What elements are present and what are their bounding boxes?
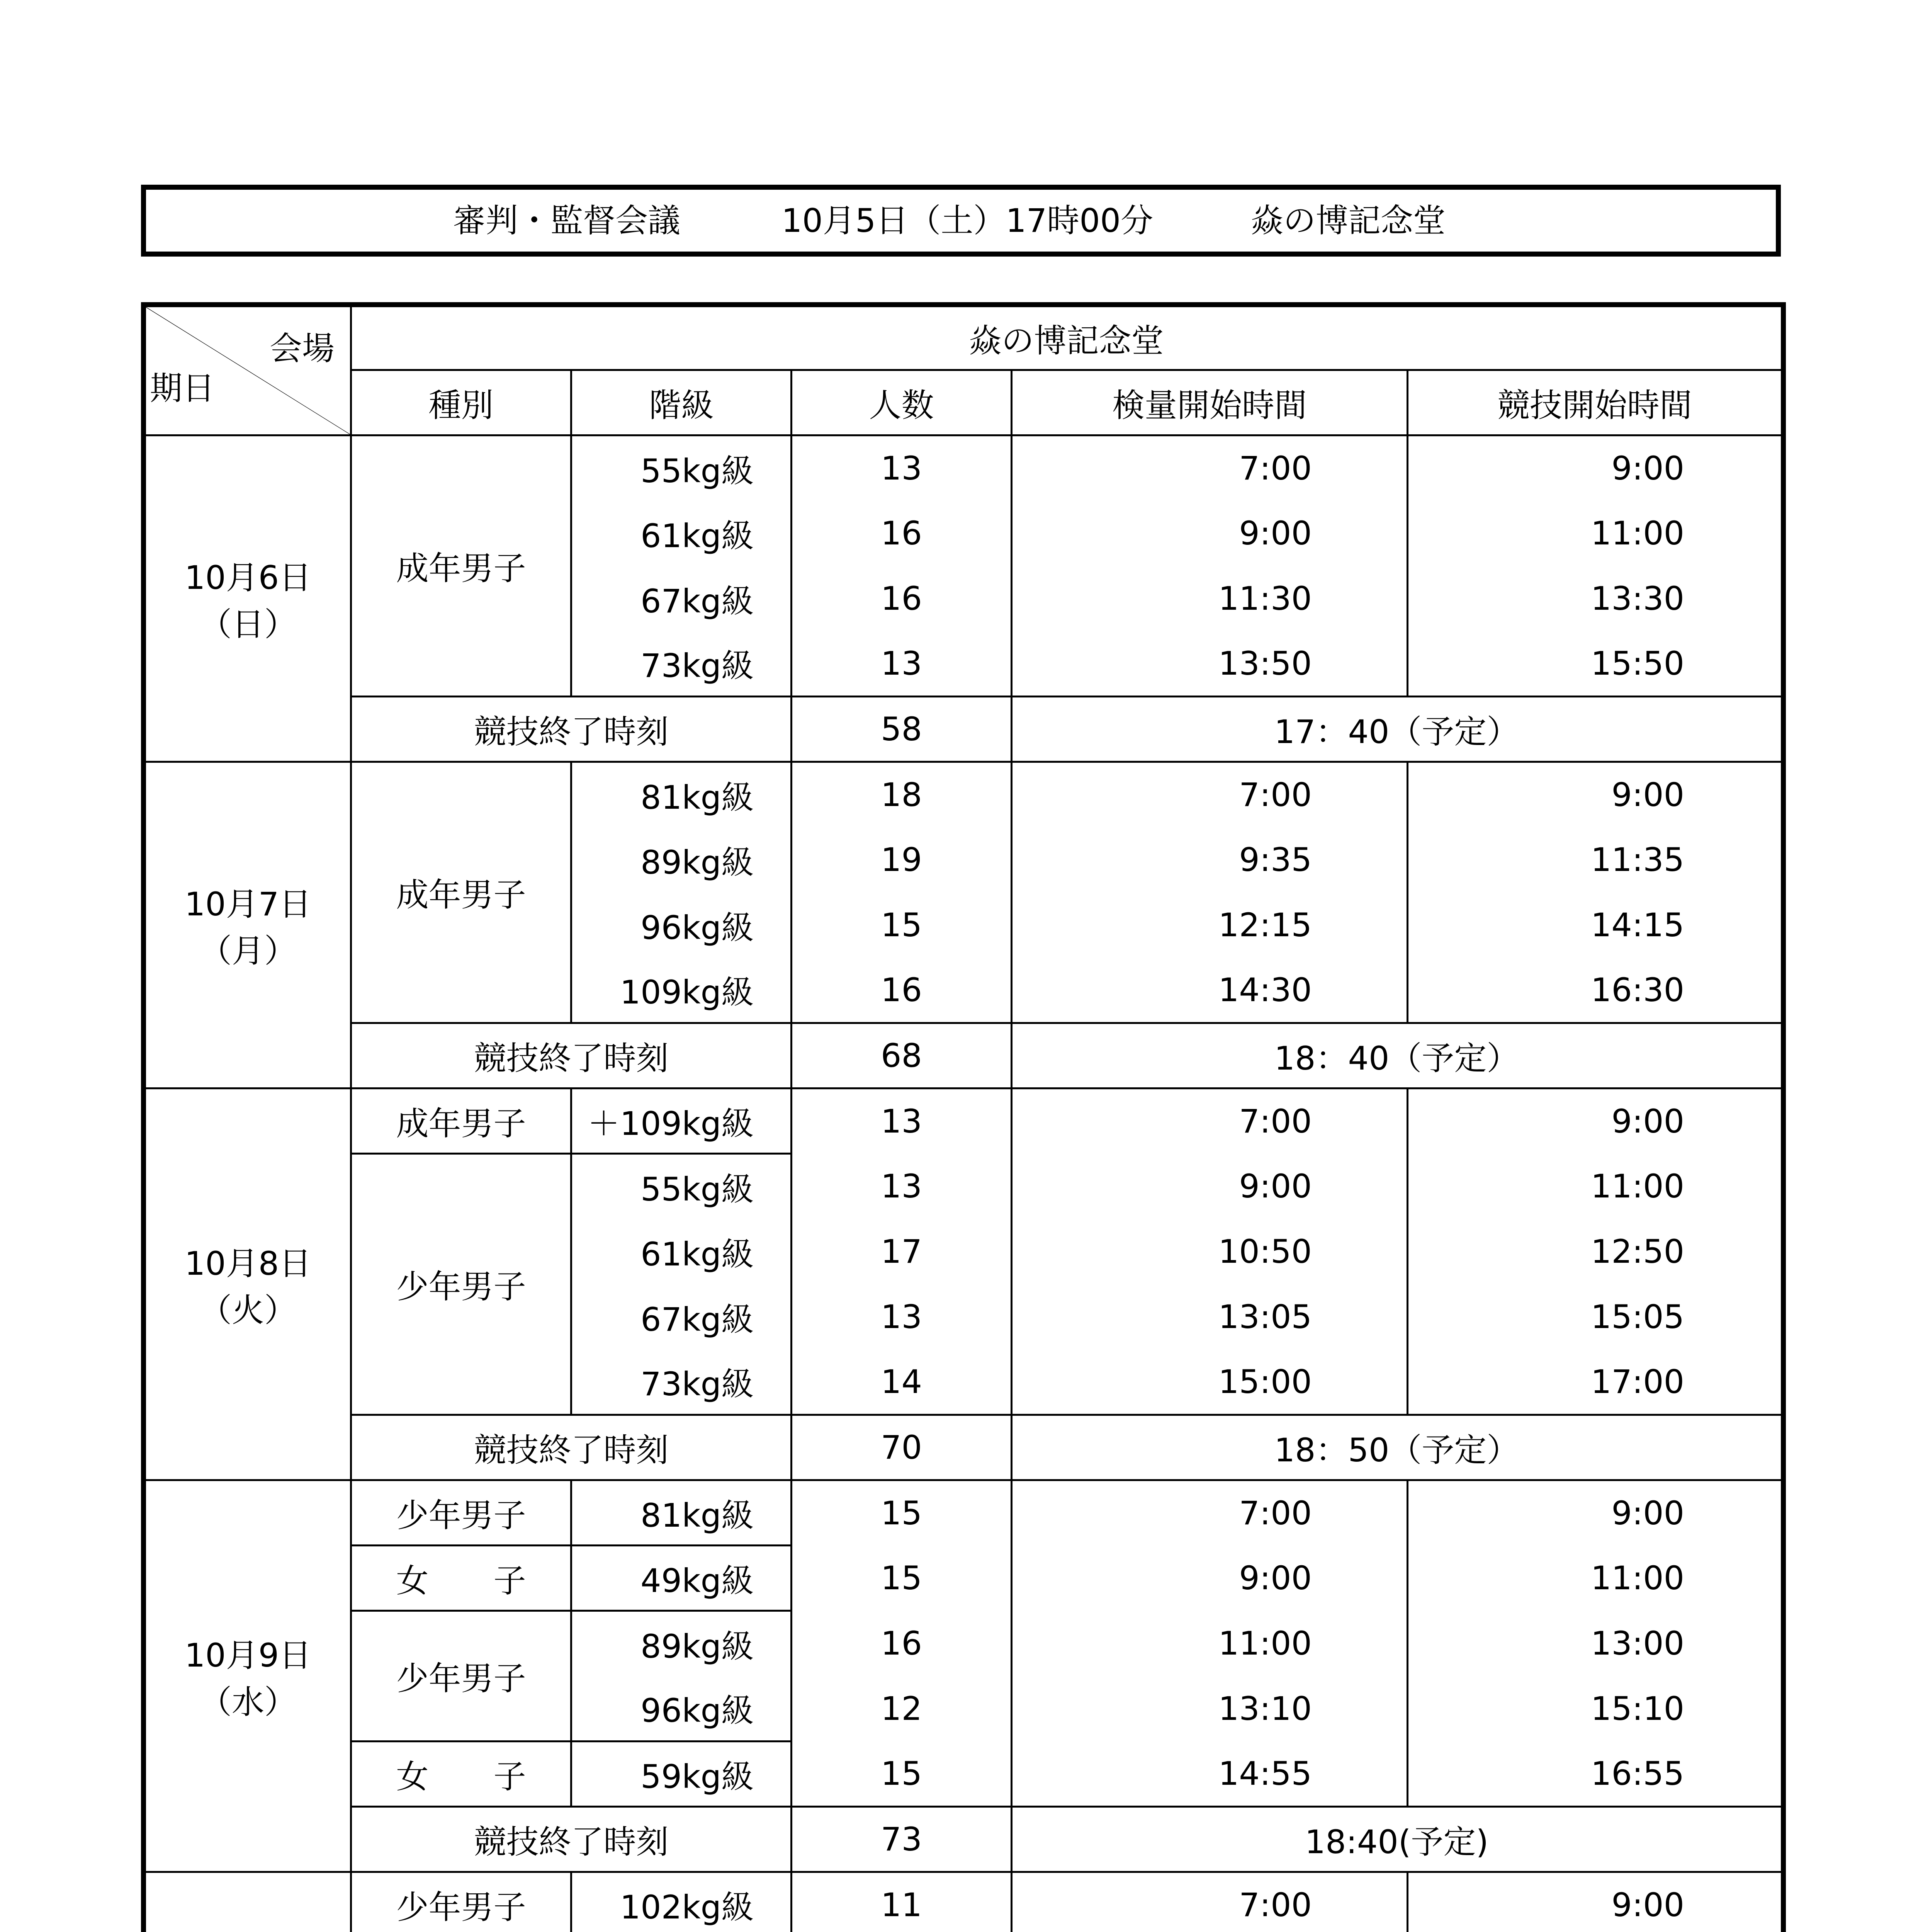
class-cell: 73kg級	[571, 1350, 792, 1415]
end-time: 18:40(予定)	[1012, 1807, 1784, 1872]
weighin-cell: 13:05	[1012, 1284, 1408, 1350]
class-cell: 89kg級	[571, 827, 792, 893]
start-cell: 17:00	[1408, 1350, 1784, 1415]
category-cell: 成年男子	[351, 1088, 571, 1154]
date-cell	[144, 435, 351, 762]
class-cell: ＋109kg級	[571, 1088, 792, 1154]
col-header-count: 人数	[792, 370, 1012, 435]
start-cell: 15:10	[1408, 1676, 1784, 1742]
class-cell: 67kg級	[571, 1284, 792, 1350]
start-cell: 11:35	[1408, 827, 1784, 893]
date-cell	[144, 1088, 351, 1480]
corner-date-label: 期日	[150, 369, 215, 407]
start-cell: 9:00	[1408, 762, 1784, 827]
weekday-text: （火）	[199, 1291, 297, 1329]
weekday-text: （日）	[199, 605, 297, 643]
category-cell: 少年男子	[351, 1154, 571, 1415]
start-cell: 15:50	[1408, 631, 1784, 697]
count-cell: 13	[792, 1284, 1012, 1350]
category-cell: 成年男子	[351, 762, 571, 1023]
count-cell: 16	[792, 1611, 1012, 1676]
count-cell: 19	[792, 827, 1012, 893]
end-row	[144, 1415, 1784, 1480]
start-cell: 16:55	[1408, 1742, 1784, 1807]
count-cell: 17	[792, 1219, 1012, 1284]
weighin-cell: 15:00	[1012, 1350, 1408, 1415]
weighin-cell: 9:00	[1012, 1154, 1408, 1219]
count-cell: 13	[792, 1088, 1012, 1154]
class-cell: 81kg級	[571, 1480, 792, 1546]
weighin-cell: 12:15	[1012, 893, 1408, 958]
end-label: 競技終了時刻	[351, 1415, 792, 1480]
count-cell: 12	[792, 1676, 1012, 1742]
count-cell: 16	[792, 501, 1012, 566]
end-row	[144, 1807, 1784, 1872]
class-cell: 102kg級	[571, 1872, 792, 1932]
weighin-cell: 13:10	[1012, 1676, 1408, 1742]
table-row	[144, 1611, 1784, 1676]
weighin-cell: 14:55	[1012, 1742, 1408, 1807]
end-label: 競技終了時刻	[351, 1023, 792, 1088]
class-cell: 67kg級	[571, 566, 792, 631]
class-cell: 55kg級	[571, 435, 792, 501]
table-row	[144, 1872, 1784, 1932]
start-cell: 13:30	[1408, 566, 1784, 631]
start-cell: 13:00	[1408, 1611, 1784, 1676]
total-count: 68	[792, 1023, 1012, 1088]
col-header-weighin: 検量開始時間	[1012, 370, 1408, 435]
col-header-category: 種別	[351, 370, 571, 435]
class-cell: 96kg級	[571, 1676, 792, 1742]
category-cell: 成年男子	[351, 435, 571, 697]
category-cell: 女 子	[351, 1546, 571, 1611]
meeting-header-box	[141, 185, 1781, 257]
weighin-cell: 9:00	[1012, 1546, 1408, 1611]
table-row	[144, 1480, 1784, 1546]
table-row	[144, 1546, 1784, 1611]
date-cell	[144, 1480, 351, 1872]
class-cell: 73kg級	[571, 631, 792, 697]
class-cell: 81kg級	[571, 762, 792, 827]
count-cell: 13	[792, 1154, 1012, 1219]
start-cell: 15:05	[1408, 1284, 1784, 1350]
start-cell: 9:00	[1408, 1480, 1784, 1546]
table-row	[144, 435, 1784, 501]
table-row	[144, 762, 1784, 827]
date-text: 10月6日	[184, 559, 312, 597]
count-cell: 15	[792, 1480, 1012, 1546]
start-cell: 16:30	[1408, 958, 1784, 1023]
count-cell: 15	[792, 1546, 1012, 1611]
date-cell	[144, 1872, 351, 1932]
class-cell: 61kg級	[571, 1219, 792, 1284]
count-cell: 16	[792, 566, 1012, 631]
count-cell: 13	[792, 435, 1012, 501]
count-cell: 15	[792, 1742, 1012, 1807]
count-cell: 18	[792, 762, 1012, 827]
table-row	[144, 1154, 1784, 1219]
start-cell: 9:00	[1408, 435, 1784, 501]
date-text: 10月9日	[184, 1636, 312, 1674]
table-row	[144, 1088, 1784, 1154]
start-cell: 9:00	[1408, 1088, 1784, 1154]
meeting-datetime: 10月5日（土）17時00分	[781, 202, 1154, 240]
weighin-cell: 11:00	[1012, 1611, 1408, 1676]
count-cell: 14	[792, 1350, 1012, 1415]
start-cell: 14:15	[1408, 893, 1784, 958]
start-cell: 11:00	[1408, 1154, 1784, 1219]
total-count: 58	[792, 697, 1012, 762]
weighin-cell: 10:50	[1012, 1219, 1408, 1284]
end-row	[144, 1023, 1784, 1088]
class-cell: 89kg級	[571, 1611, 792, 1676]
end-row	[144, 697, 1784, 762]
date-text: 10月7日	[184, 885, 312, 923]
category-cell: 少年男子	[351, 1480, 571, 1546]
weighin-cell: 13:50	[1012, 631, 1408, 697]
end-label: 競技終了時刻	[351, 697, 792, 762]
col-header-start: 競技開始時間	[1408, 370, 1784, 435]
meeting-venue: 焱の博記念堂	[1251, 202, 1446, 240]
competition-schedule-table	[141, 302, 1786, 1932]
date-text: 10月8日	[184, 1244, 312, 1282]
weekday-text: （月）	[199, 932, 297, 970]
end-time: 17：40（予定）	[1012, 697, 1784, 762]
weighin-cell: 9:35	[1012, 827, 1408, 893]
weighin-cell: 7:00	[1012, 1088, 1408, 1154]
venue-header: 焱の博記念堂	[351, 305, 1784, 370]
class-cell: 61kg級	[571, 501, 792, 566]
end-time: 18：40（予定）	[1012, 1023, 1784, 1088]
corner-venue-label: 会場	[269, 330, 335, 367]
total-count: 70	[792, 1415, 1012, 1480]
weighin-cell: 7:00	[1012, 1480, 1408, 1546]
count-cell: 11	[792, 1872, 1012, 1932]
count-cell: 15	[792, 893, 1012, 958]
start-cell: 9:00	[1408, 1872, 1784, 1932]
end-time: 18：50（予定）	[1012, 1415, 1784, 1480]
table-row	[144, 1742, 1784, 1807]
end-label: 競技終了時刻	[351, 1807, 792, 1872]
weighin-cell: 7:00	[1012, 435, 1408, 501]
class-cell: 55kg級	[571, 1154, 792, 1219]
start-cell: 11:00	[1408, 501, 1784, 566]
count-cell: 13	[792, 631, 1012, 697]
corner-header-cell	[144, 305, 351, 435]
class-cell: 109kg級	[571, 958, 792, 1023]
category-cell: 女 子	[351, 1742, 571, 1807]
total-count: 73	[792, 1807, 1012, 1872]
weekday-text: （水）	[199, 1683, 297, 1721]
category-cell: 少年男子	[351, 1872, 571, 1932]
class-cell: 59kg級	[571, 1742, 792, 1807]
count-cell: 16	[792, 958, 1012, 1023]
weighin-cell: 9:00	[1012, 501, 1408, 566]
weighin-cell: 14:30	[1012, 958, 1408, 1023]
start-cell: 12:50	[1408, 1219, 1784, 1284]
weighin-cell: 11:30	[1012, 566, 1408, 631]
weighin-cell: 7:00	[1012, 1872, 1408, 1932]
class-cell: 49kg級	[571, 1546, 792, 1611]
category-cell: 少年男子	[351, 1611, 571, 1742]
start-cell: 11:00	[1408, 1546, 1784, 1611]
date-cell	[144, 762, 351, 1088]
class-cell: 96kg級	[571, 893, 792, 958]
meeting-title: 審判・監督会議	[453, 202, 681, 240]
weighin-cell: 7:00	[1012, 762, 1408, 827]
col-header-class: 階級	[571, 370, 792, 435]
